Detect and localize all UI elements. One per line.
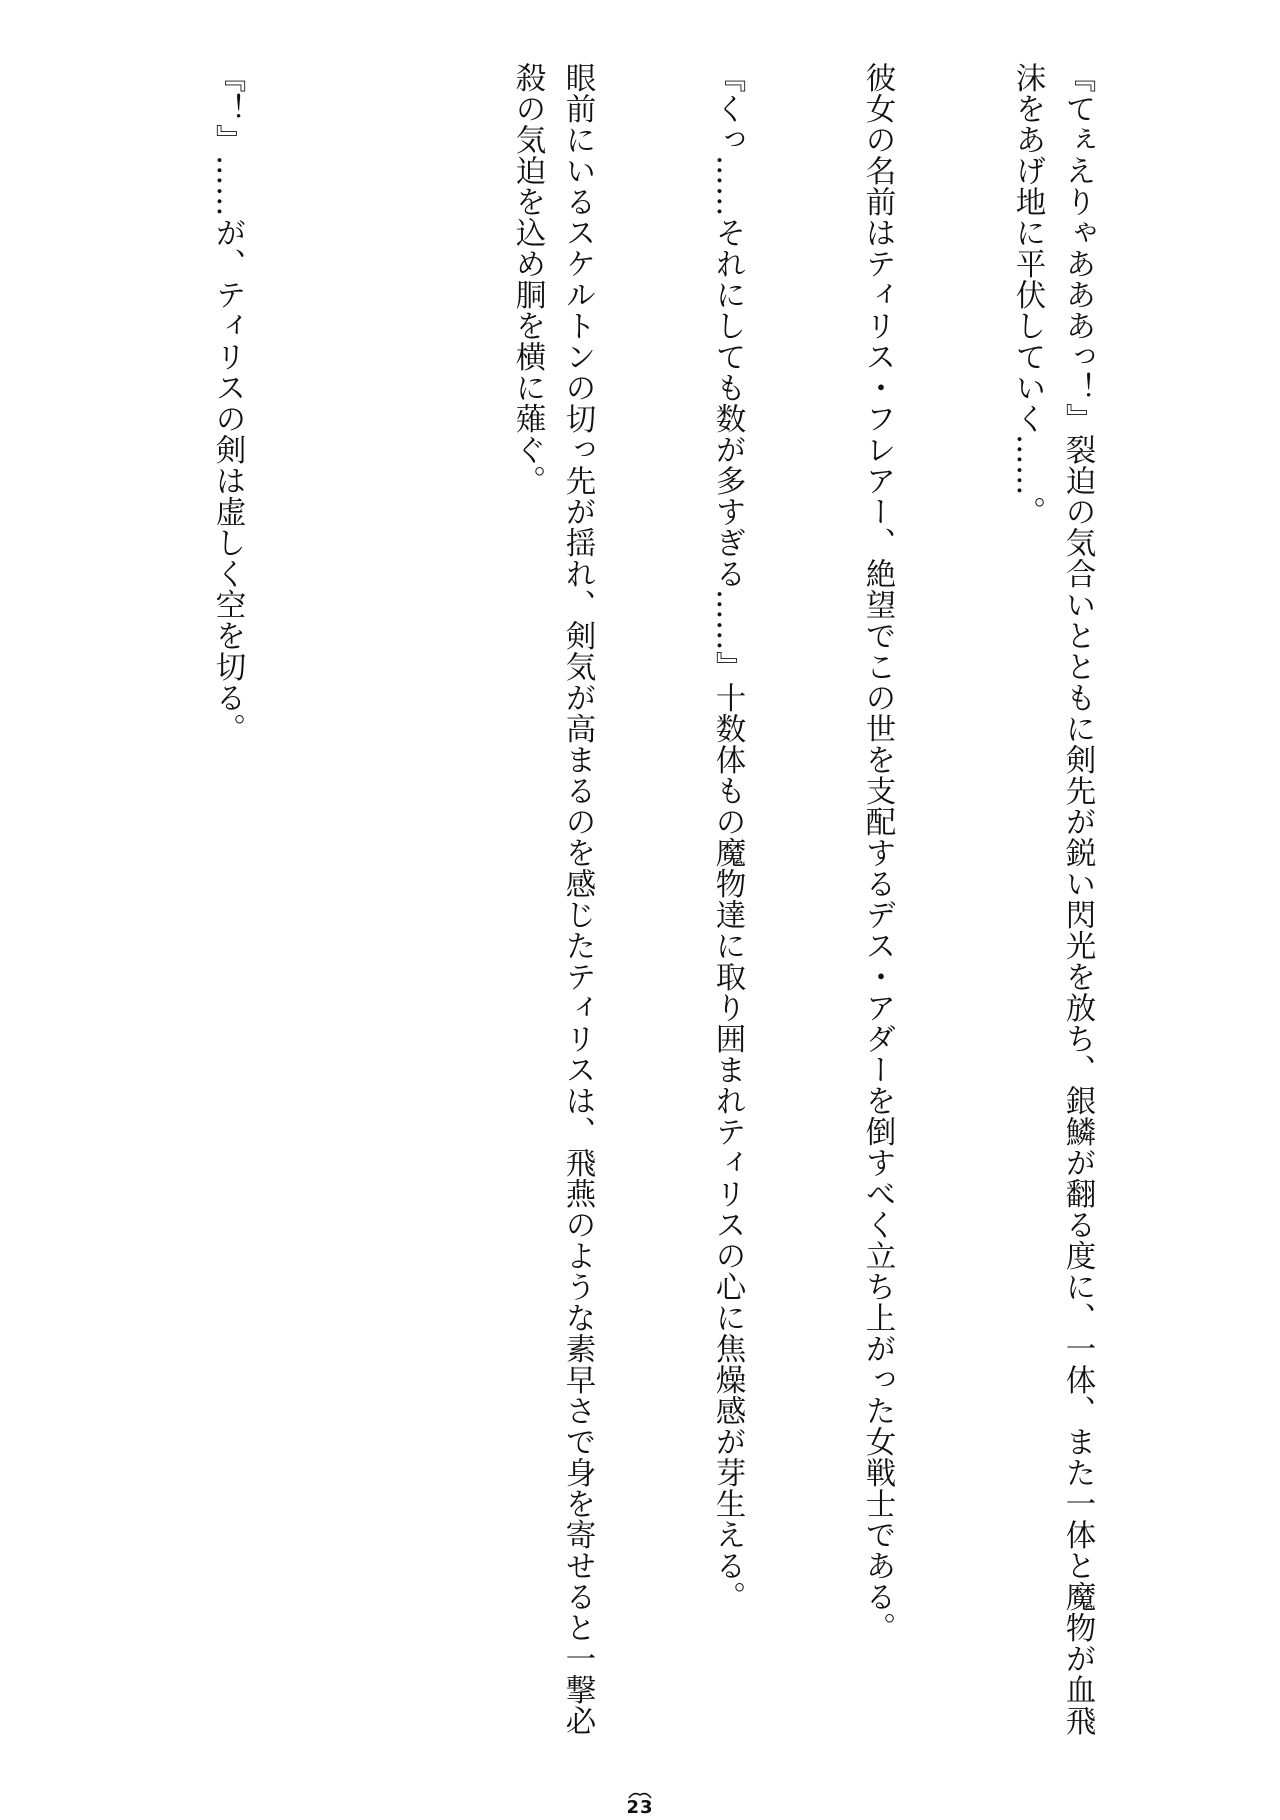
vertical-text-body: [62, 62, 1202, 1752]
page-number: 23: [626, 1797, 654, 1818]
paragraph-1: 『てぇえりゃあああっ！』裂迫の気合いとともに剣先が鋭い閃光を放ち、銀鱗が翻る度に、一体、また一体と魔物が血飛沫をあげ地に平伏していく……。: [1010, 62, 1095, 1736]
blank-line: [62, 62, 102, 1752]
paragraph-2: 彼女の名前はティリス・フレアー、絶望でこの世を支配するデス・アダーを倒すべく立ち上がった女戦士である。: [860, 62, 895, 1643]
paragraph-3: 『くっ……それにしても数が多すぎる……』十数体もの魔物達に取り囲まれティリスの心に焦燥感が芽生える。: [710, 62, 745, 1612]
paragraph-5: 『！』……が、ティリスの剣は虚しく空を切る。: [210, 62, 245, 744]
blank-line: [352, 62, 402, 1752]
paragraph-4: 眼前にいるスケルトンの切っ先が揺れ、剣気が高まるのを感じたティリスは、飛燕のような素早さで身を寄せると一撃必殺の気迫を込め胴を横に薙ぐ。: [510, 62, 595, 1736]
